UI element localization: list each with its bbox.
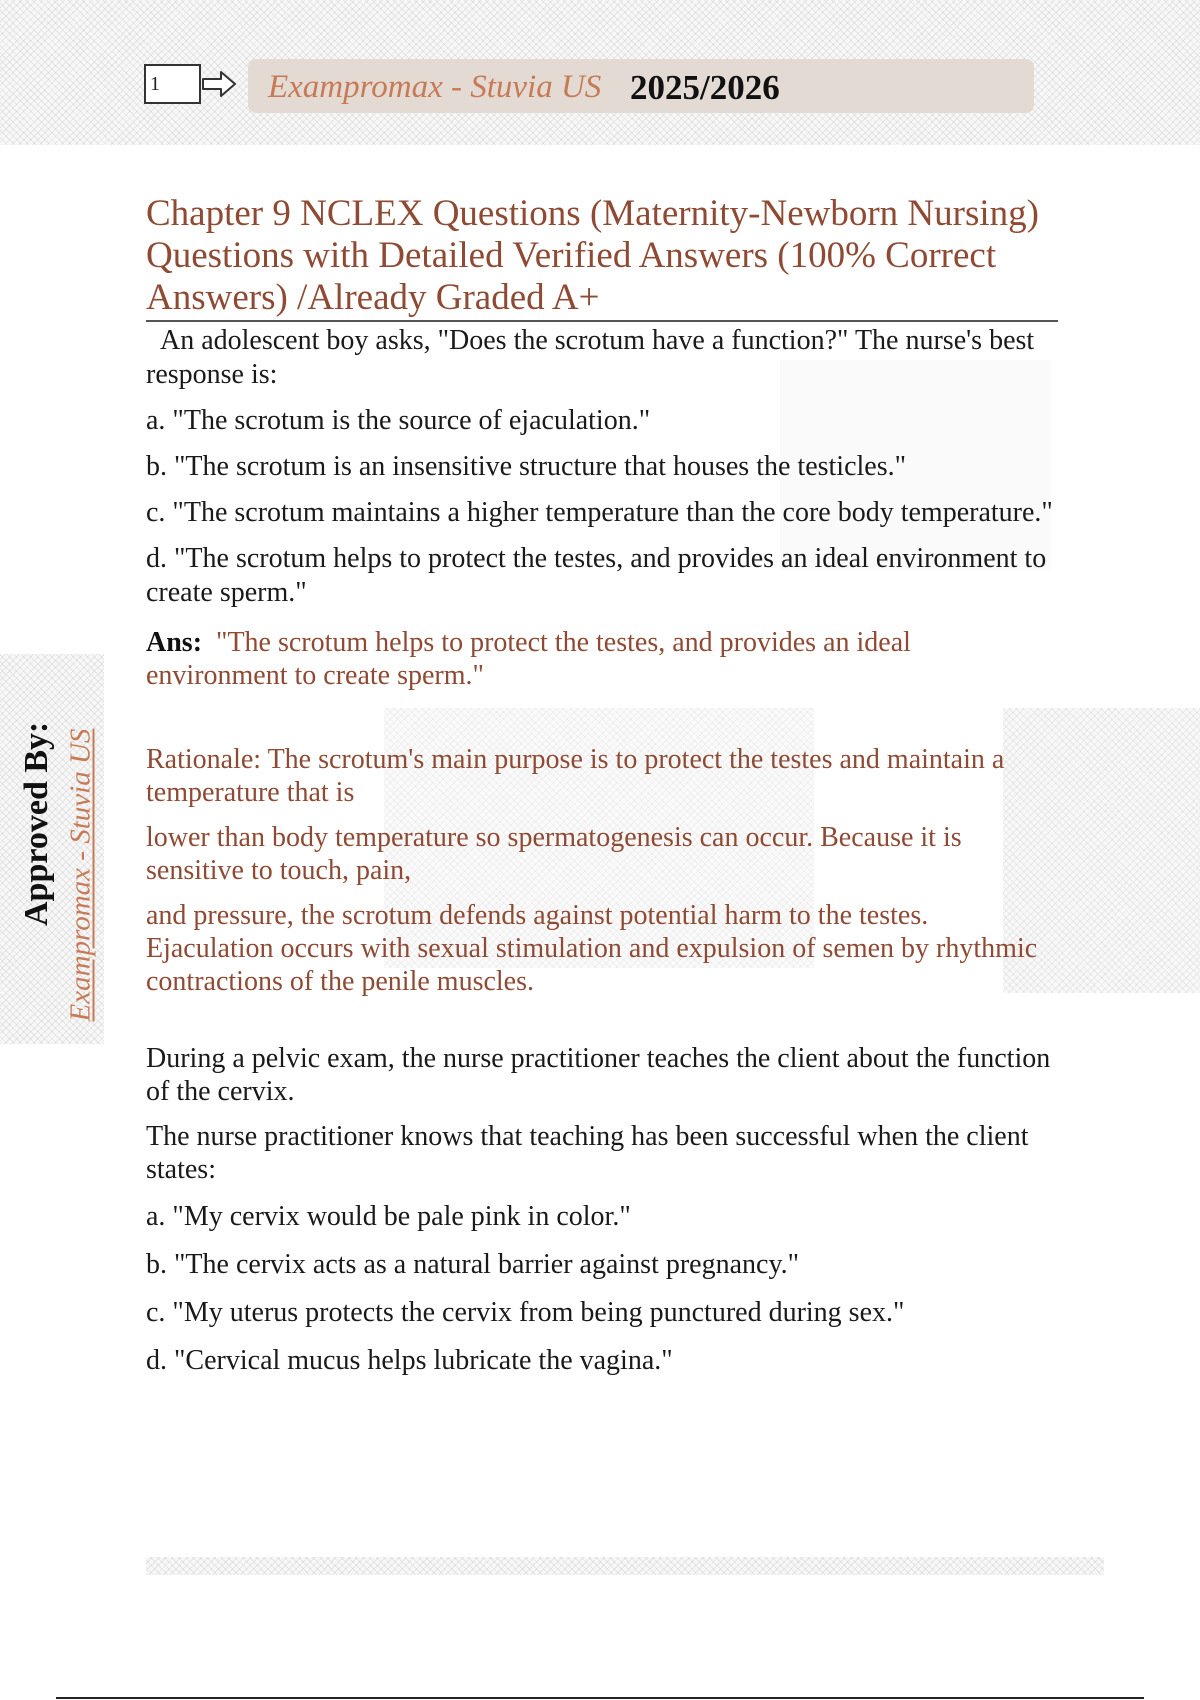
arrow-right-icon — [201, 68, 237, 100]
question-1-option-c: c. "The scrotum maintains a higher temperature than the core body temperature." — [146, 497, 1053, 528]
question-2-option-b: b. "The cervix acts as a natural barrier against pregnancy." — [146, 1249, 800, 1280]
question-1-option-a: a. "The scrotum is the source of ejaculation." — [146, 405, 651, 436]
question-2-stem: The nurse practitioner knows that teaching has been successful when the client states: — [146, 1121, 1029, 1185]
question-1-answer — [146, 626, 1056, 692]
question-content — [146, 324, 1056, 1378]
question-1-option-b: b. "The scrotum is an insensitive structure that houses the testicles." — [146, 451, 907, 482]
page-number: 1 — [144, 64, 201, 104]
answer-text: "The scrotum helps to protect the testes, and provides an ideal environment to create sperm." — [146, 627, 911, 691]
header-banner — [248, 59, 1034, 113]
decorative-divider — [146, 1557, 1104, 1575]
question-1-rationale: lower than body temperature so spermatogenesis can occur. Because it is sensitive to touch, pain, — [146, 822, 962, 886]
approval-stamp — [0, 654, 104, 1044]
stamp-approved-label: Approved By: — [18, 721, 55, 926]
question-1-stem: An adolescent boy asks, "Does the scrotum have a function?" The nurse's best response is: — [146, 325, 1035, 390]
title-divider — [146, 320, 1058, 322]
question-1-rationale: and pressure, the scrotum defends against potential harm to the testes. Ejaculation occurs with sexual stimulation and expulsion of semen by rhythmic contractions of the penile muscles. — [146, 900, 1038, 997]
question-2-option-d: d. "Cervical mucus helps lubricate the vagina." — [146, 1345, 673, 1376]
question-2-option-c: c. "My uterus protects the cervix from being punctured during sex." — [146, 1297, 905, 1328]
header-brand: Exampromax - Stuvia US — [268, 69, 602, 105]
question-2-option-a: a. "My cervix would be pale pink in color." — [146, 1201, 631, 1232]
stamp-brand: Exampromax - Stuvia US — [64, 728, 97, 1022]
question-1-option-d: d. "The scrotum helps to protect the testes, and provides an ideal environment to create sperm." — [146, 543, 1047, 608]
document-title: Chapter 9 NCLEX Questions (Maternity-Newborn Nursing) Questions with Detailed Verified Answers (100% Correct Answers) /Already Graded A+ — [146, 193, 1039, 318]
answer-label: Ans: — [146, 627, 203, 658]
question-1-rationale: Rationale: The scrotum's main purpose is to protect the testes and maintain a temperature that is — [146, 744, 1005, 808]
footer-rule — [56, 1697, 1144, 1699]
question-2-stem: During a pelvic exam, the nurse practitioner teaches the client about the function of the cervix. — [146, 1043, 1051, 1107]
header-year: 2025/2026 — [630, 68, 780, 107]
